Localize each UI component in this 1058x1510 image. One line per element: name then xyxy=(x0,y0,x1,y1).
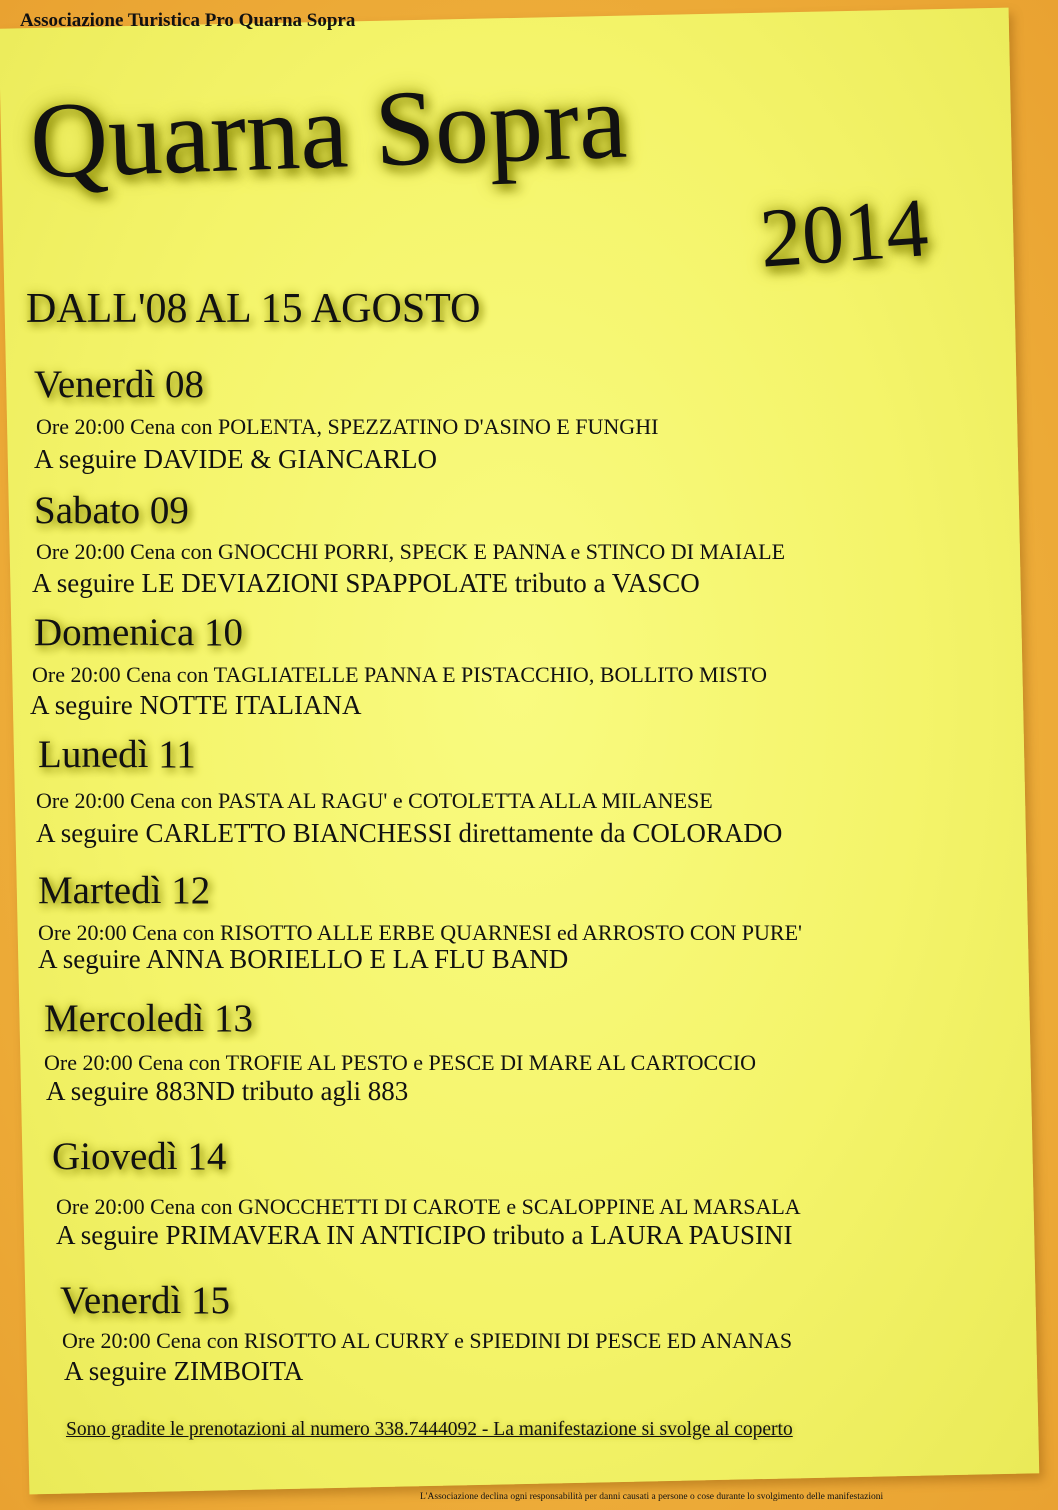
event-after: A seguire DAVIDE & GIANCARLO xyxy=(34,444,437,474)
event-after: A seguire NOTTE ITALIANA xyxy=(30,690,362,720)
event-day: Domenica 10 xyxy=(34,611,244,654)
event-dinner: Ore 20:00 Cena con GNOCCHI PORRI, SPECK E PANNA e STINCO DI MAIALE xyxy=(36,539,786,564)
event-dinner: Ore 20:00 Cena con TAGLIATELLE PANNA E PISTACCHIO, BOLLITO MISTO xyxy=(32,662,768,687)
event-after: A seguire PRIMAVERA IN ANTICIPO tributo a LAURA PAUSINI xyxy=(56,1220,793,1250)
event-day: Mercoledì 13 xyxy=(44,997,254,1040)
event-dinner: Ore 20:00 Cena con RISOTTO AL CURRY e SPIEDINI DI PESCE ED ANANAS xyxy=(62,1328,793,1353)
event-dinner: Ore 20:00 Cena con GNOCCHETTI DI CAROTE e SCALOPPINE AL MARSALA xyxy=(56,1194,801,1219)
event-dinner: Ore 20:00 Cena con POLENTA, SPEZZATINO D'ASINO E FUNGHI xyxy=(36,414,659,439)
event-after: A seguire 883ND tributo agli 883 xyxy=(46,1076,409,1106)
event-dinner: Ore 20:00 Cena con PASTA AL RAGU' e COTOLETTA ALLA MILANESE xyxy=(36,788,713,813)
poster-title: Quarna Sopra xyxy=(28,61,629,202)
event-day: Sabato 09 xyxy=(34,489,189,532)
event-after: A seguire ZIMBOITA xyxy=(64,1356,304,1386)
reservation-note: Sono gradite le prenotazioni al numero 338.7444092 - La manifestazione si svolge al coperto xyxy=(66,1419,793,1440)
event-day: Venerdì 08 xyxy=(34,363,205,406)
event-day: Venerdì 15 xyxy=(60,1279,231,1322)
event-day: Martedì 12 xyxy=(38,869,211,912)
event-dates: DALL'08 AL 15 AGOSTO xyxy=(26,286,481,332)
association-name: Associazione Turistica Pro Quarna Sopra xyxy=(20,10,356,31)
event-after: A seguire LE DEVIAZIONI SPAPPOLATE tributo a VASCO xyxy=(32,568,700,598)
poster-year: 2014 xyxy=(756,181,932,286)
event-dinner: Ore 20:00 Cena con TROFIE AL PESTO e PESCE DI MARE AL CARTOCCIO xyxy=(44,1050,757,1075)
liability-disclaimer: L'Associazione declina ogni responsabilità per danni causati a persone o cose durante lo svolgimento delle manifestazioni xyxy=(420,1492,884,1502)
event-dinner: Ore 20:00 Cena con RISOTTO ALLE ERBE QUARNESI ed ARROSTO CON PURE' xyxy=(38,920,802,945)
event-after: A seguire CARLETTO BIANCHESSI direttamente da COLORADO xyxy=(36,818,783,848)
event-day: Giovedì 14 xyxy=(52,1135,227,1178)
event-day: Lunedì 11 xyxy=(38,733,196,776)
event-after: A seguire ANNA BORIELLO E LA FLU BAND xyxy=(38,944,569,974)
